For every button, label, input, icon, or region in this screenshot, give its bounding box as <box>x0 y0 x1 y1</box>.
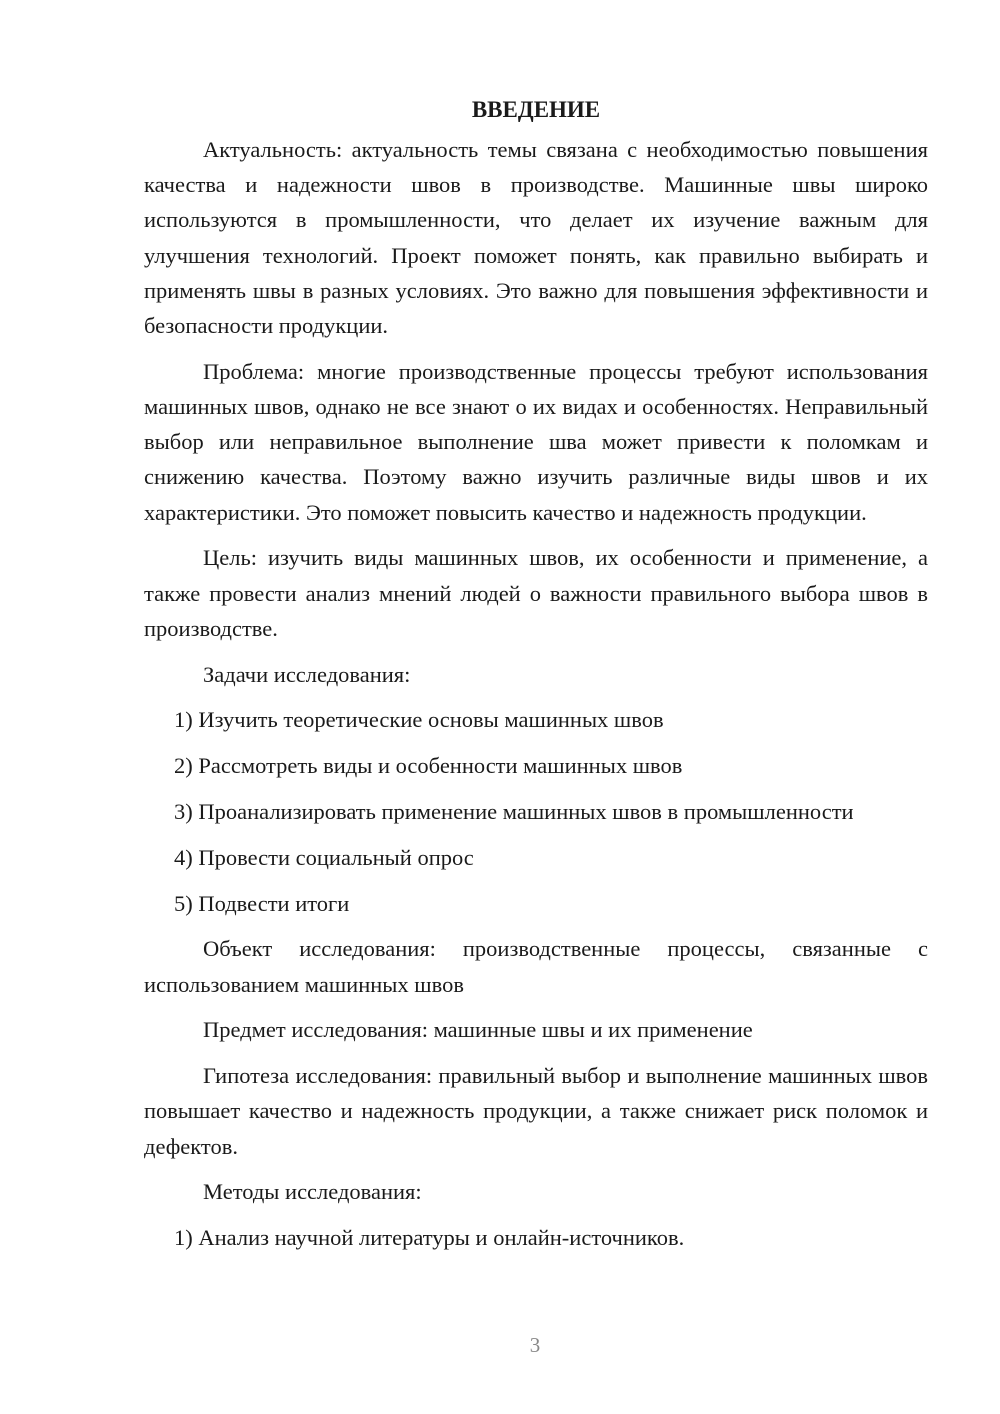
page-number: 3 <box>529 1333 541 1357</box>
problem-paragraph: Проблема: многие производственные процессы требуют использования машинных швов, однако не все знают о их видах и особенностях. Неправильный выбор или неправильное выполнение шва может привести к поломкам и снижению качества. Поэтому важно изучить различные виды швов и их характеристики. Это поможет повысить качество и надежность продукции. <box>144 358 928 525</box>
goal-paragraph: Цель: изучить виды машинных швов, их особенности и применение, а также провести анализ мнений людей о важности правильного выбора швов в производстве. <box>144 545 928 641</box>
task-item: 2) Рассмотреть виды и особенности машинных швов <box>174 753 683 779</box>
tasks-title: Задачи исследования: <box>203 661 411 687</box>
task-item: 5) Подвести итоги <box>174 890 350 916</box>
relevance-paragraph: Актуальность: актуальность темы связана с необходимостью повышения качества и надежности швов в производстве. Машинные швы широко используются в промышленности, что делает их изучение важным для улучшения технологий. Проект поможет понять, как правильно выбирать и применять швы в разных условиях. Это важно для повышения эффективности и безопасности продукции. <box>144 137 928 339</box>
object-paragraph: Объект исследования: производственные процессы, связанные с использованием машинных швов <box>144 936 928 997</box>
tasks-list <box>144 702 928 920</box>
subject-paragraph: Предмет исследования: машинные швы и их применение <box>203 1017 753 1043</box>
page-content <box>144 92 928 1266</box>
hypothesis-paragraph: Гипотеза исследования: правильный выбор и выполнение машинных швов повышает качество и надежность продукции, а также снижает риск поломок и дефектов. <box>144 1063 928 1159</box>
task-item: 3) Проанализировать применение машинных швов в промышленности <box>174 799 854 825</box>
methods-list <box>144 1220 928 1255</box>
methods-title: Методы исследования: <box>203 1179 422 1205</box>
page-heading: ВВЕДЕНИЕ <box>471 97 601 122</box>
task-item: 4) Провести социальный опрос <box>174 844 474 870</box>
method-item: 1) Анализ научной литературы и онлайн-источников. <box>174 1225 685 1251</box>
task-item: 1) Изучить теоретические основы машинных швов <box>174 707 664 733</box>
